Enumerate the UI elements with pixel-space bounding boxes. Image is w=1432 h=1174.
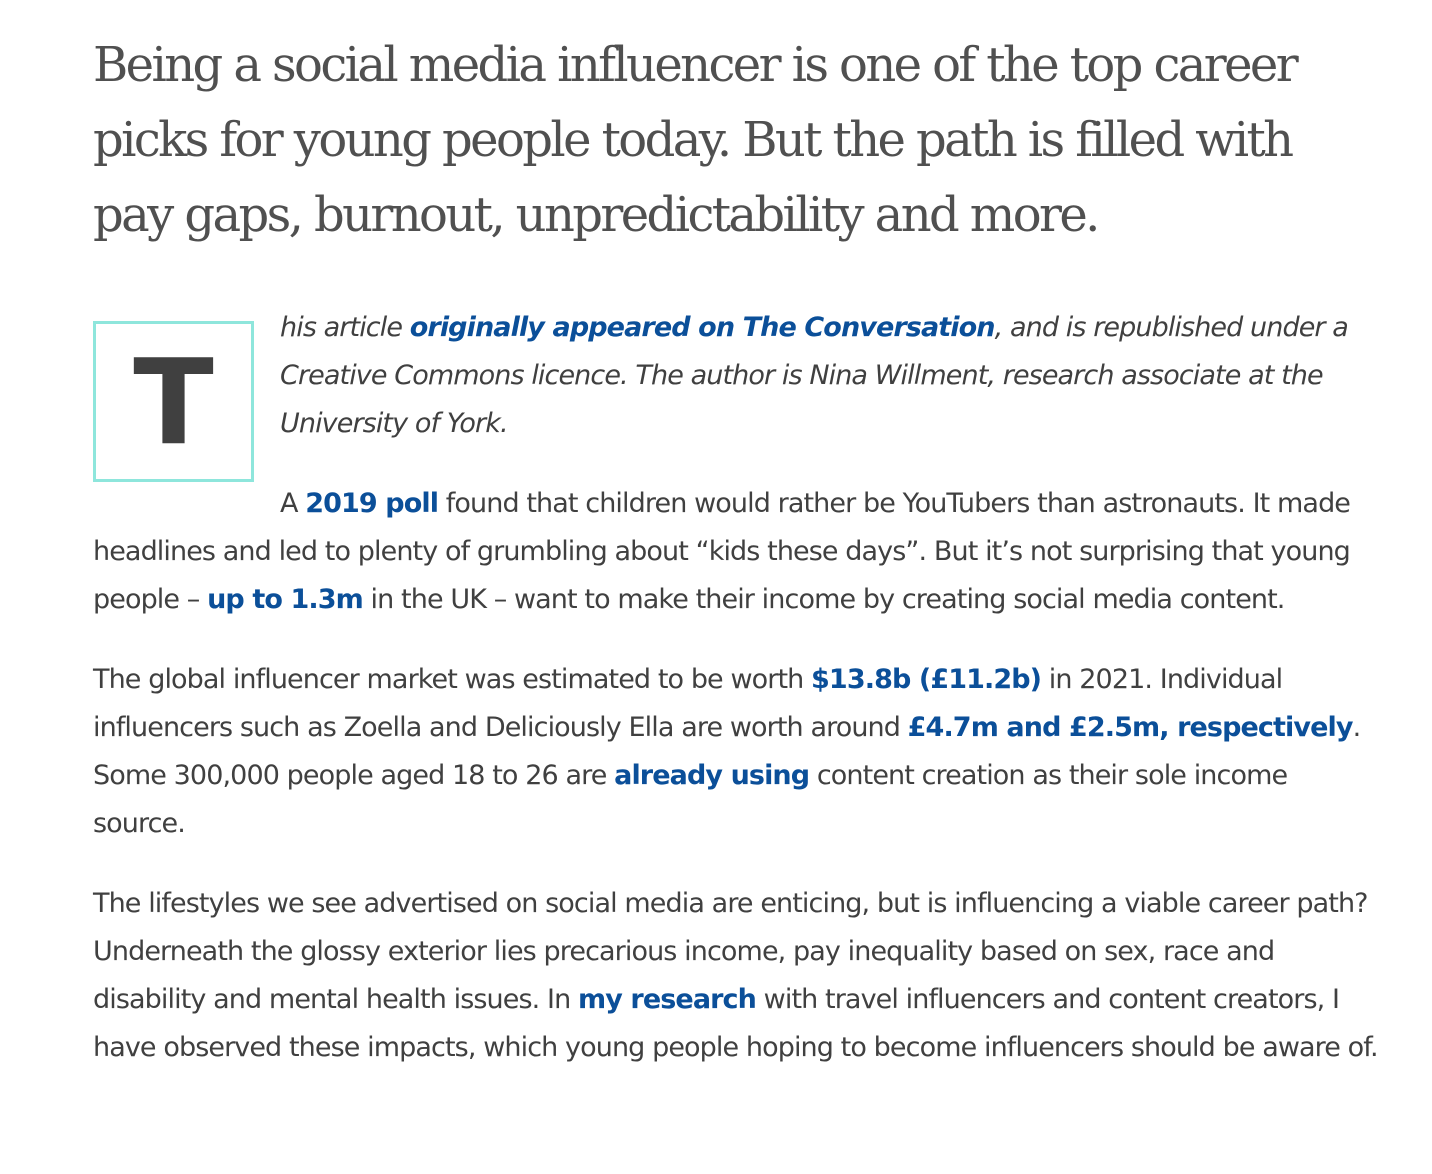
my-research-link[interactable]: my research [577,984,756,1015]
already-using-link[interactable]: already using [614,760,810,791]
note-text-end: , and is republished under a Creative Commons licence. The author is Nina Willment, research associate at the University of York. [280,312,1348,439]
article [93,0,1383,1072]
intro-block [93,304,1383,480]
poll-2019-link[interactable]: 2019 poll [305,488,439,519]
influencer-worth-link[interactable]: £4.7m and £2.5m, respectively [907,712,1353,743]
market-value-link[interactable]: $13.8b (£11.2b) [811,664,1042,695]
p2-text-3: . Some 300,000 people aged 18 to 26 are [93,712,1361,791]
p2-text-4: content creation as their sole income source. [93,760,1288,839]
note-text-start: his article [280,312,410,343]
paragraph-poll [93,480,1383,624]
p2-text-2: in 2021. Individual influencers such as Zoella and Deliciously Ella are worth around [93,664,1283,743]
p1-text-1: A [280,488,306,519]
paragraph-lifestyles [93,880,1383,1072]
uk-figures-link[interactable]: up to 1.3m [207,584,363,615]
republication-note [280,304,1360,448]
p3-text-2: with travel influencers and content creators, I have observed these impacts, which young people hoping to become influencers should be aware of. [93,984,1378,1063]
conversation-source-link[interactable]: originally appeared on The Conversation [409,312,995,343]
paragraph-market [93,656,1383,848]
drop-cap: T [93,321,254,482]
p1-text-2: found that children would rather be YouTubers than astronauts. It made headlines and led to plenty of grumbling about “kids these days”. But it’s not surprising that young people – [93,488,1351,615]
p2-text-1: The global influencer market was estimated to be worth [93,664,812,695]
p3-text-1: The lifestyles we see advertised on social media are enticing, but is influencing a viable career path? Underneath the glossy exterior lies precarious income, pay inequality based on sex, race and disability and mental health issues. In [93,888,1368,1015]
p1-text-3: in the UK – want to make their income by creating social media content. [362,584,1285,615]
article-standfirst: Being a social media influencer is one of the top career picks for young people today. But the path is filled with pay gaps, burnout, unpredictability and more. [93,37,1297,243]
